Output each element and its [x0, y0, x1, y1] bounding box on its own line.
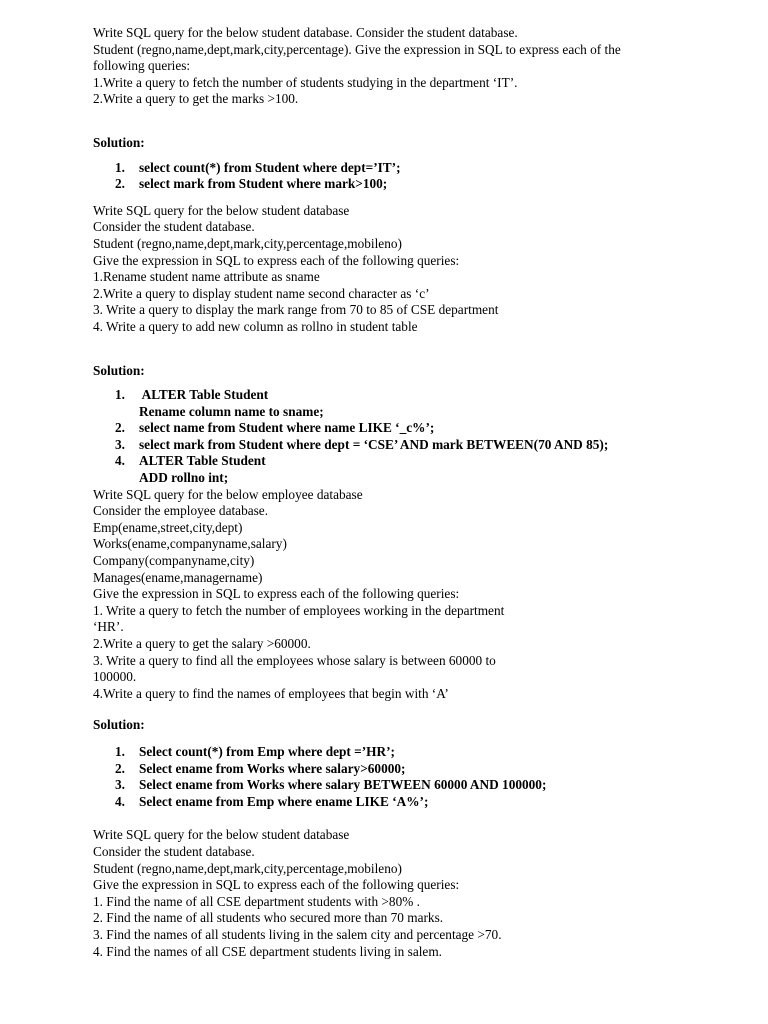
- question-block-3: [93, 487, 733, 703]
- question-line: Consider the student database.: [93, 219, 255, 235]
- question-line: 3. Write a query to find all the employees whose salary is between 60000 to: [93, 652, 496, 668]
- question-line: Give the expression in SQL to express each of the following queries:: [93, 586, 460, 602]
- question-line: 3. Find the names of all students living in the salem city and percentage >70.: [93, 926, 502, 942]
- list-item: 2. select mark from Student where mark>100;: [115, 176, 388, 192]
- question-line: Works(ename,companyname,salary): [93, 536, 287, 552]
- question-line: 4.Write a query to find the names of employees that begin with ‘A’: [93, 685, 449, 701]
- question-line: 2.Write a query to get the salary >60000.: [93, 636, 311, 651]
- question-block-2: [93, 203, 733, 336]
- list-item: 4. Select ename from Emp where ename LIKE ‘A%’;: [115, 793, 429, 809]
- question-line: Give the expression in SQL to express each of the following queries:: [93, 252, 460, 268]
- question-line: 3. Write a query to display the mark range from 70 to 85 of CSE department: [93, 302, 499, 318]
- list-item: 2. Select ename from Works where salary>60000;: [115, 760, 406, 776]
- question-line: Emp(ename,street,city,dept): [93, 519, 243, 535]
- question-line: Student (regno,name,dept,mark,city,percentage,mobileno): [93, 860, 402, 876]
- question-line: Manages(ename,managername): [93, 569, 263, 585]
- question-line: 2. Find the name of all students who secured more than 70 marks.: [93, 910, 444, 926]
- question-line: 2.Write a query to get the marks >100.: [93, 91, 299, 107]
- question-line: Student (regno,name,dept,mark,city,percentage). Give the expression in SQL to express each of the: [93, 41, 621, 57]
- solution-list-1: [93, 160, 733, 193]
- question-line: ‘HR’.: [93, 619, 124, 635]
- question-line: Write SQL query for the below student database. Consider the student database.: [93, 25, 518, 40]
- question-line: Write SQL query for the below employee database: [93, 486, 363, 502]
- list-item: 3. select mark from Student where dept = ‘CSE’ AND mark BETWEEN(70 AND 85);: [115, 436, 609, 452]
- list-item: 4. ALTER Table Student ADD rollno int;: [115, 453, 266, 486]
- solution-list-2: [93, 387, 733, 487]
- list-item: 1. Select count(*) from Emp where dept =’HR’;: [115, 743, 395, 759]
- list-item: 1. ALTER Table Student Rename column name to sname;: [115, 387, 324, 419]
- question-line: Write SQL query for the below student database: [93, 827, 350, 843]
- question-line: Write SQL query for the below student database: [93, 202, 350, 218]
- solution-heading: Solution:: [93, 134, 145, 150]
- solution-heading: Solution:: [93, 362, 145, 378]
- question-line: 1.Rename student name attribute as sname: [93, 269, 320, 285]
- question-line: following queries:: [93, 58, 191, 74]
- question-line: 2.Write a query to display student name second character as ‘c’: [93, 285, 430, 301]
- list-item: 3. Select ename from Works where salary BETWEEN 60000 AND 100000;: [115, 777, 547, 793]
- question-line: 100000.: [93, 669, 137, 685]
- question-line: 1. Write a query to fetch the number of employees working in the department: [93, 602, 505, 618]
- question-line: Consider the student database.: [93, 843, 255, 859]
- question-line: 4. Write a query to add new column as rollno in student table: [93, 318, 418, 334]
- question-line: Consider the employee database.: [93, 503, 269, 519]
- list-item: 2. select name from Student where name LIKE ‘_c%’;: [115, 420, 435, 436]
- question-line: Student (regno,name,dept,mark,city,percentage,mobileno): [93, 235, 402, 251]
- question-block-4: [93, 827, 733, 960]
- question-block-1: [93, 25, 733, 108]
- question-line: Company(companyname,city): [93, 553, 255, 569]
- question-line: Give the expression in SQL to express each of the following queries:: [93, 877, 460, 893]
- list-item: 1. select count(*) from Student where dept=’IT’;: [115, 159, 401, 175]
- solution-heading: Solution:: [93, 717, 145, 733]
- question-line: 4. Find the names of all CSE department students living in salem.: [93, 943, 442, 959]
- solution-list-3: [93, 744, 733, 810]
- document-page: [93, 25, 733, 960]
- question-line: 1.Write a query to fetch the number of students studying in the department ‘IT’.: [93, 74, 518, 90]
- question-line: 1. Find the name of all CSE department students with >80% .: [93, 893, 420, 909]
